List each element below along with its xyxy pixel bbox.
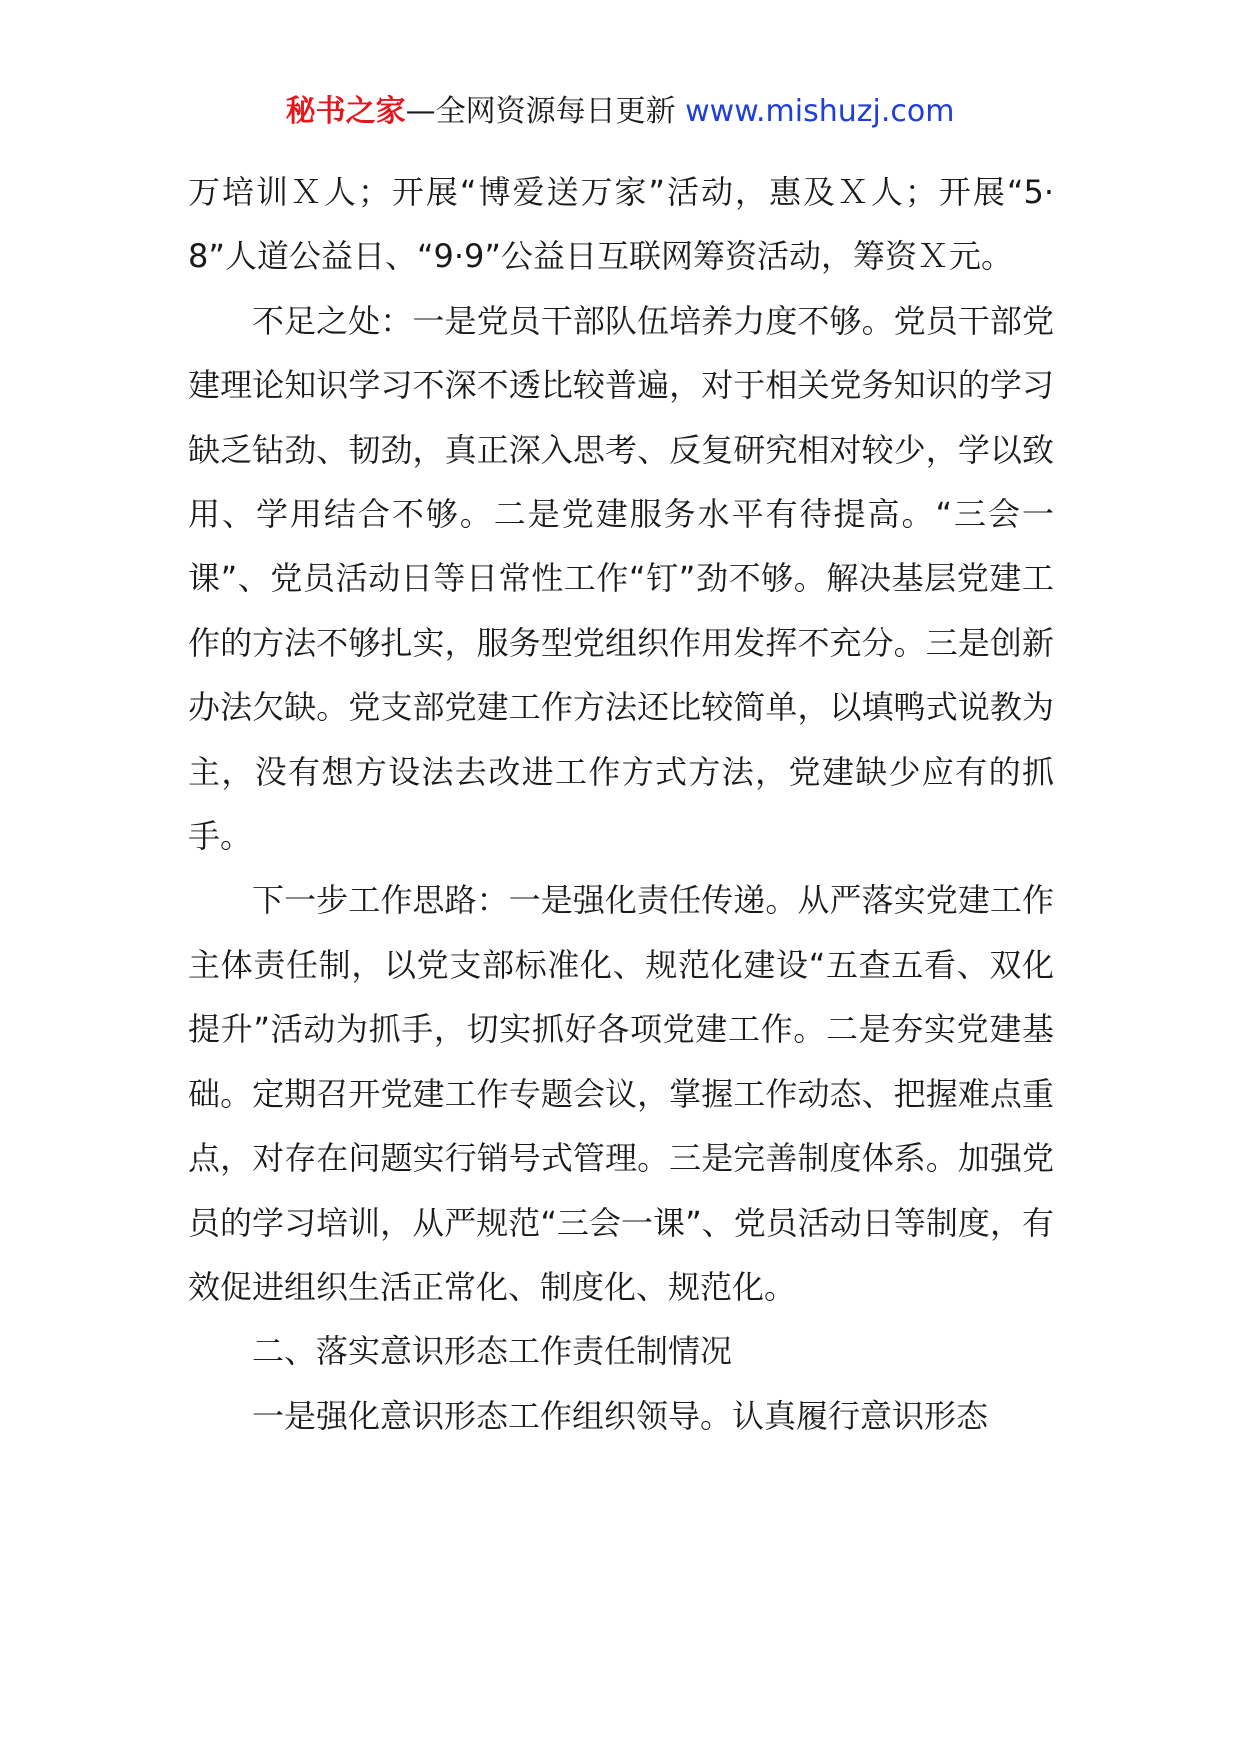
site-header (0, 92, 1240, 132)
paragraph-ideology: 一是强化意识形态工作组织领导。认真履行意识形态 (252, 1396, 989, 1435)
site-brand: 秘书之家 (285, 94, 406, 129)
site-tagline: —全网资源每日更新 (405, 94, 676, 129)
section-heading: 二、落实意识形态工作责任制情况 (252, 1332, 733, 1371)
paragraph-next-steps: 下一步工作思路：一是强化责任传递。从严落实党建工作主体责任制，以党支部标准化、规范化建设“五查五看、双化提升”活动为抓手，切实抓好各项党建工作。二是夯实党建基础。定期召开党建工作专题会议，掌握工作动态、把握难点重点，对存在问题实行销号式管理。三是完善制度体系。加强党员的学习培训，从严规范“三会一课”、党员活动日等制度，有效促进组织生活正常化、制度化、规范化。 (188, 881, 1054, 1306)
paragraph-shortcomings: 不足之处：一是党员干部队伍培养力度不够。党员干部党建理论知识学习不深不透比较普遍，对于相关党务知识的学习缺乏钻劲、韧劲，真正深入思考、反复研究相对较少，学以致用、学用结合不够。二是党建服务水平有待提高。“三会一课”、党员活动日等日常性工作“钉”劲不够。解决基层党建工作的方法不够扎实，服务型党组织作用发挥不充分。三是创新办法欠缺。党支部党建工作方法还比较简单，以填鸭式说教为主，没有想方设法去改进工作方式方法，党建缺少应有的抓手。 (188, 301, 1054, 856)
paragraph-continuation: 万培训Ｘ人；开展“博爱送万家”活动，惠及Ｘ人；开展“5·8”人道公益日、“9·9”公益日互联网筹资活动，筹资Ｘ元。 (188, 173, 1054, 276)
document-body (188, 160, 1054, 1448)
site-url-link[interactable]: www.mishuzj.com (685, 94, 955, 129)
